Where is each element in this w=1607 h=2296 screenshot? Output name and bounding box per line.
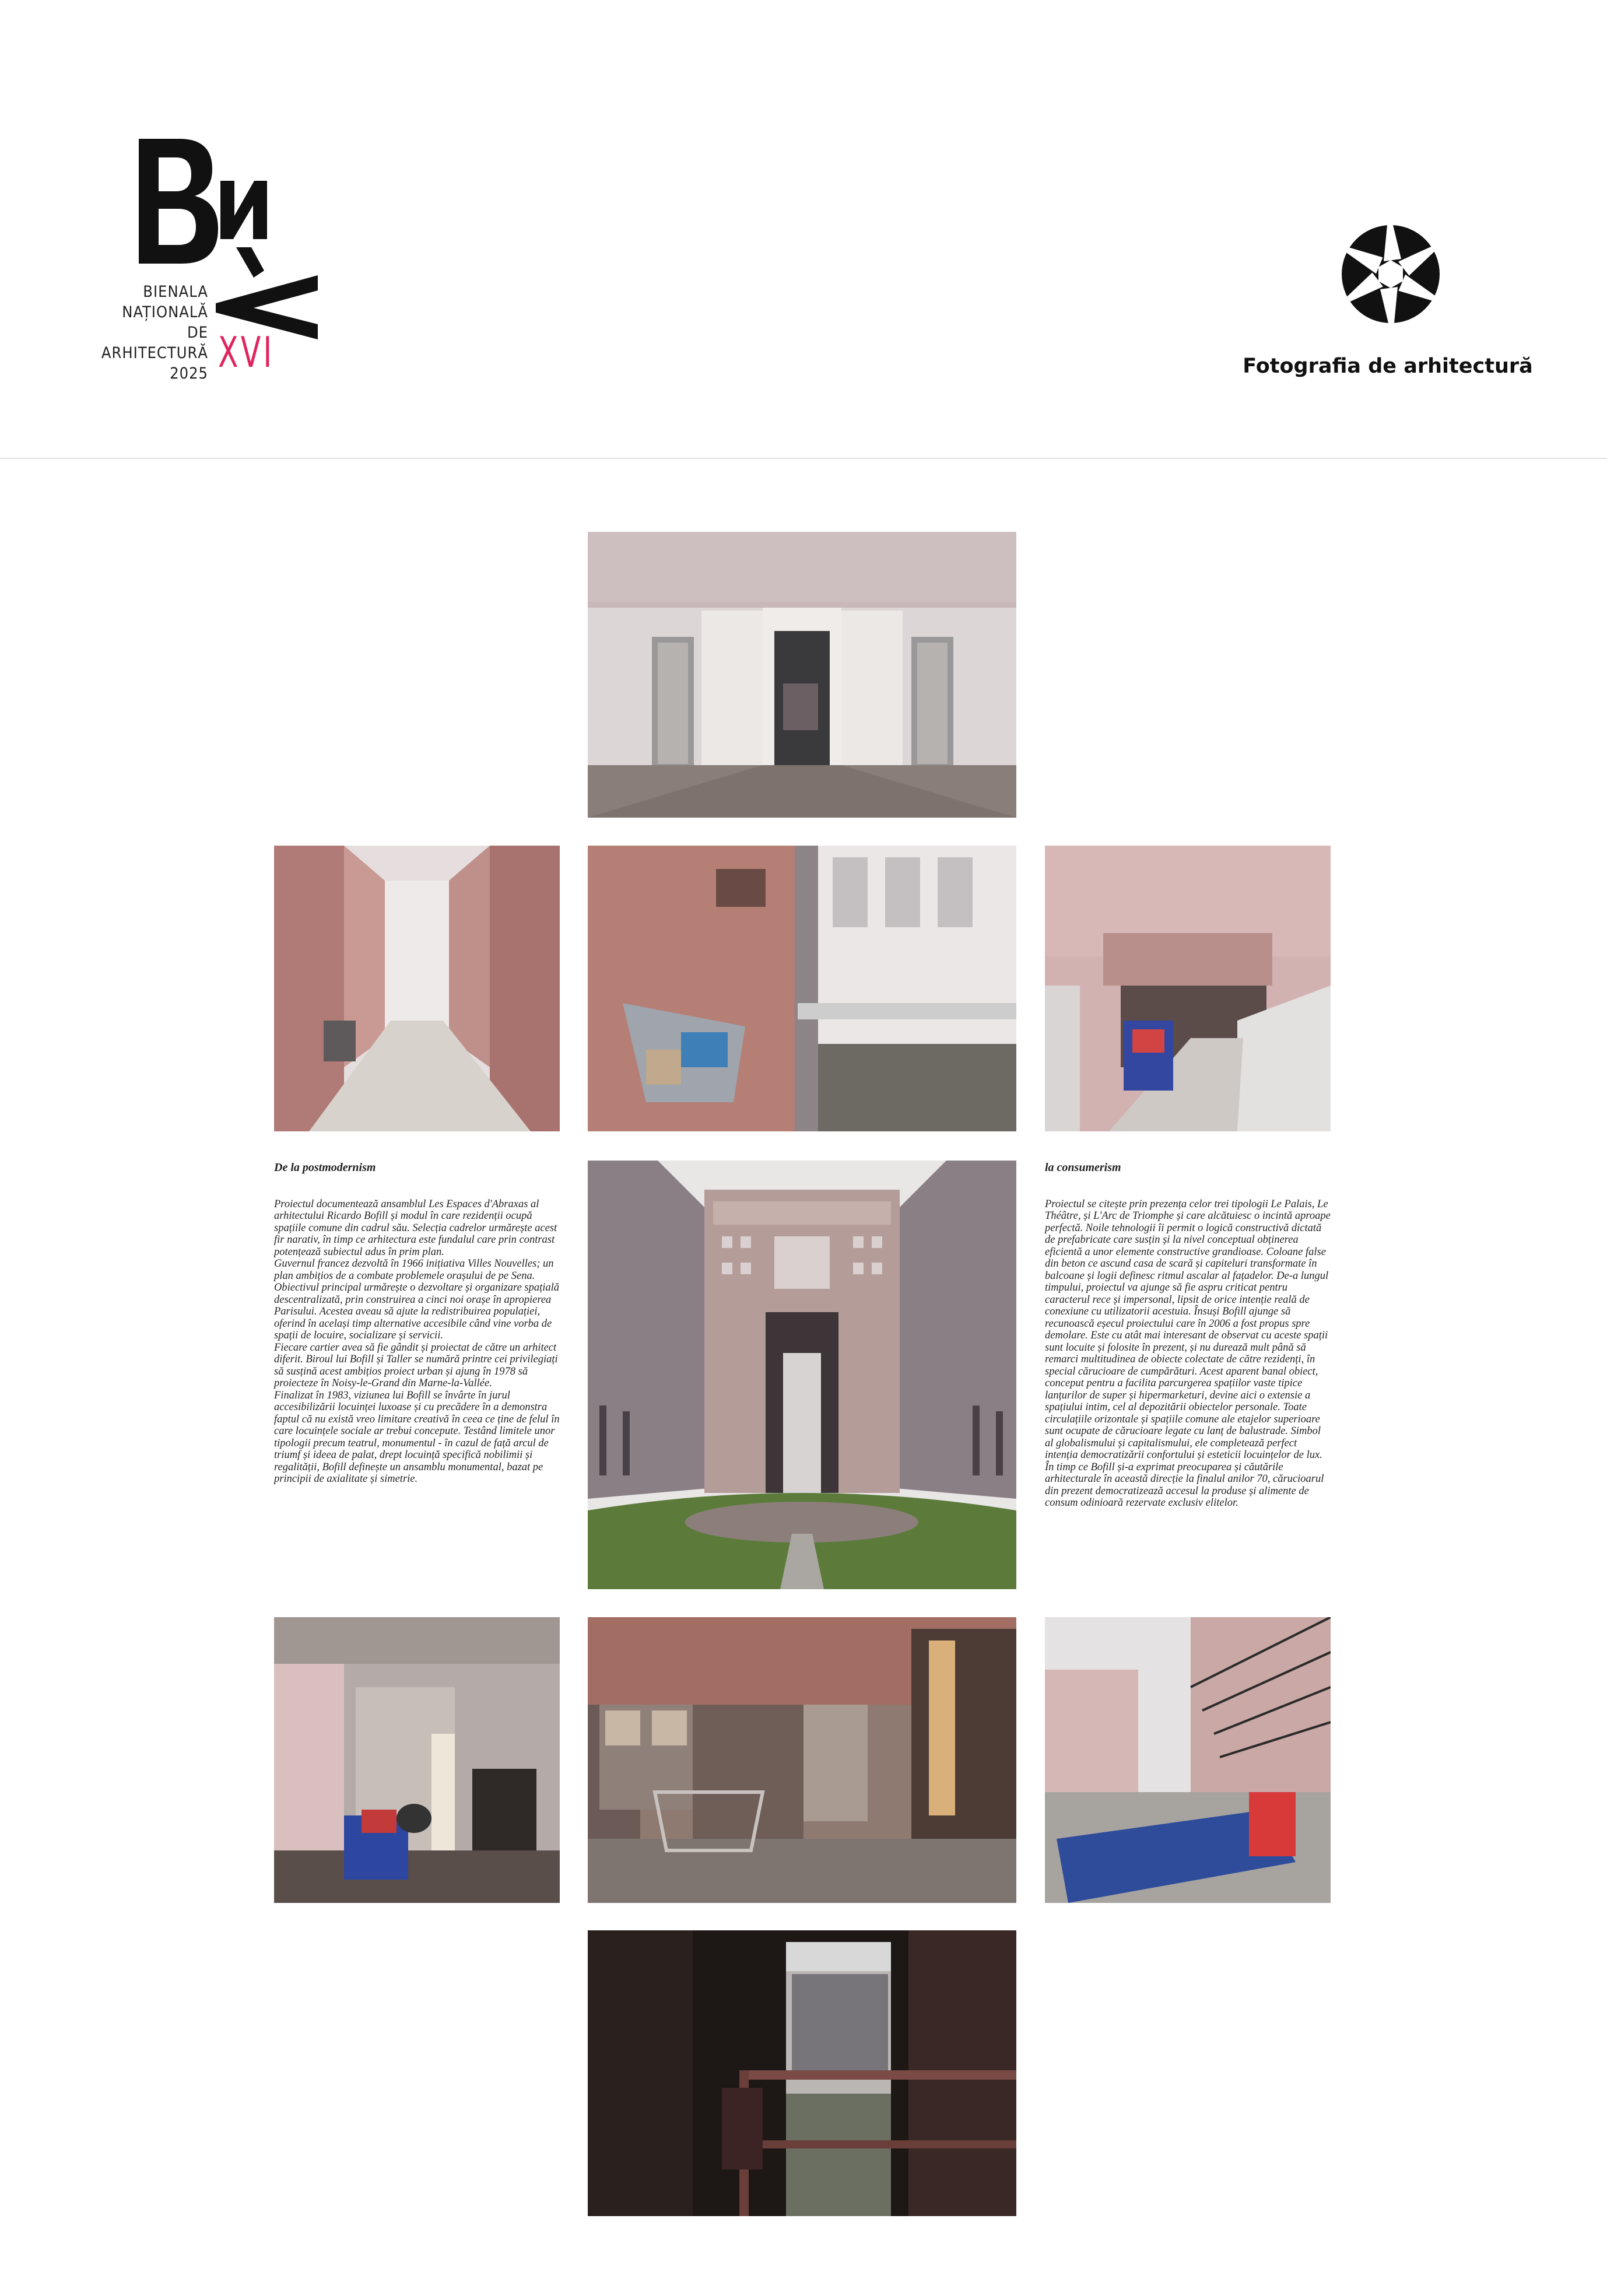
camera-aperture-icon bbox=[1341, 225, 1440, 324]
right-text-column bbox=[1045, 1162, 1331, 1509]
elevator-lobby-photo bbox=[588, 532, 1016, 818]
biennale-name bbox=[68, 282, 208, 384]
left-paragraph-2: Guvernul francez dezvoltă în 1966 inițiativa Villes Nouvelles; un plan ambițios de a combate problemele orașului de pe Sena. Obiectivul principal urmărește o dezvoltare și organizare spațială descentralizată, prin construirea a cinci noi orașe în apropierea Parisului. Acestea aveau să ajute la redistribuirea populației, oferind în același timp alternative accesibile când vine vorba de spații de locuire, socializare și servicii. bbox=[274, 1258, 560, 1341]
header-divider bbox=[0, 458, 1607, 459]
name-line-5: 2025 bbox=[170, 364, 208, 383]
window-view-photo bbox=[588, 1930, 1016, 2216]
name-line-1: BIENALA bbox=[143, 283, 208, 301]
pink-corridor-photo bbox=[274, 846, 560, 1131]
category-title: Fotografia de arhitectură bbox=[1243, 355, 1533, 378]
shopping-cart-wall-photo bbox=[588, 846, 1016, 1131]
left-paragraph-3: Fiecare cartier avea să fie gândit și proiectat de către un arhitect diferit. Biroul lui Bofill și Taller se numără printre cei privilegiați să susțină acest ambițios proiect urban și ajung în 1978 să proiecteze în Noisy-le-Grand din Marne-la-Vallée. bbox=[274, 1341, 558, 1389]
loggia-cart-photo bbox=[274, 1617, 560, 1903]
right-text-title: la consumerism bbox=[1045, 1161, 1121, 1174]
arcade-cart-photo bbox=[588, 1617, 1016, 1903]
bna-logo bbox=[101, 134, 350, 414]
blue-cart-railing-photo bbox=[1045, 1617, 1331, 1903]
walkway-entrance-photo bbox=[1045, 846, 1331, 1131]
left-paragraph-4: Finalizat în 1983, viziunea lui Bofill se învârte în jurul accesibilizării locuinței luxoase și cu precădere în a demonstra faptul că nu există vreo limitare creativă în ceea ce ține de felul în care locuințele sociale ar trebui concepute. Testând limitele unor tipologii precum teatrul, monumentul - în cazul de față arcul de triumf și ideea de palat, drept locuință specifică nobilimii și regalității, Bofill definește un ansamblu monumental, bazat pe principii de axialitate și simetrie. bbox=[274, 1389, 560, 1485]
left-paragraph-1: Proiectul documentează ansamblul Les Espaces d'Abraxas al arhitectului Ricardo Bofill și modul în care rezidenții ocupă spațiile comune din cadrul său. Selecția cadrelor urmărește acest fir narativ, în timp ce arhitectura este fundalul care prin contrast potențează subiectul adus în prim plan. bbox=[274, 1198, 557, 1258]
palace-facade-photo bbox=[588, 1161, 1016, 1589]
edition-number: XVI bbox=[218, 328, 275, 377]
right-paragraph-1: Proiectul se citește prin prezența celor trei tipologii Le Palais, Le Théâtre, și L'Arc de Triomphe și care alcătuiesc o incintă aproape perfectă. Noile tehnologii îi permit o logică constructivă dictată de prefabricate care susțin și la nivel conceptual obținerea eficientă a unor elemente constructive grandioase. Coloane false din beton ce ascund casa de scară și capiteluri transformate în balcoane și logii definesc ritmul ascalar al fațadelor. De-a lungul timpului, proiectul va ajunge să fie aspru criticat pentru caracterul rece și impersonal, lipsit de orice intenție reală de conexiune cu utilizatorii acestuia. Însuși Bofill ajunge să recunoască eșecul proiectului care în 2006 a fost propus spre demolare. Este cu atât mai interesant de observat cu aceste spații sunt locuite și folosite în prezent, și nu durează mult până să remarci multitudinea de obiecte colectate de către rezidenți, în special cărucioare de cumpărături. Acest aparent banal obiect, conceput pentru a facilita parcurgerea spațiilor vaste tipice lanțurilor de super și hipermarketuri, devine aici o extensie a spațiului intim, cel al depozitării obiectelor personale. Toate circulațiile orizontale și spațiile comune ale etajelor superioare sunt ocupate de cărucioare legate cu lanț de balustrade. Simbol al globalismului și capitalismului, ele completează perfect intenția democratizării confortului și esteticii locuințelor de lux. În timp ce Bofill și-a exprimat preocuparea și căutările arhitecturale în această direcție la finalul anilor 70, cărucioarul din prezent democratizează accesul la produse și alimente de consum odinioară rezervate exclusiv elitelor. bbox=[1045, 1198, 1331, 1509]
left-text-title: De la postmodernism bbox=[274, 1161, 376, 1174]
name-line-3: DE bbox=[187, 324, 208, 342]
name-line-4: ARHITECTURĂ bbox=[101, 344, 208, 362]
left-text-column bbox=[274, 1162, 560, 1485]
name-line-2: NAȚIONALĂ bbox=[122, 303, 208, 321]
